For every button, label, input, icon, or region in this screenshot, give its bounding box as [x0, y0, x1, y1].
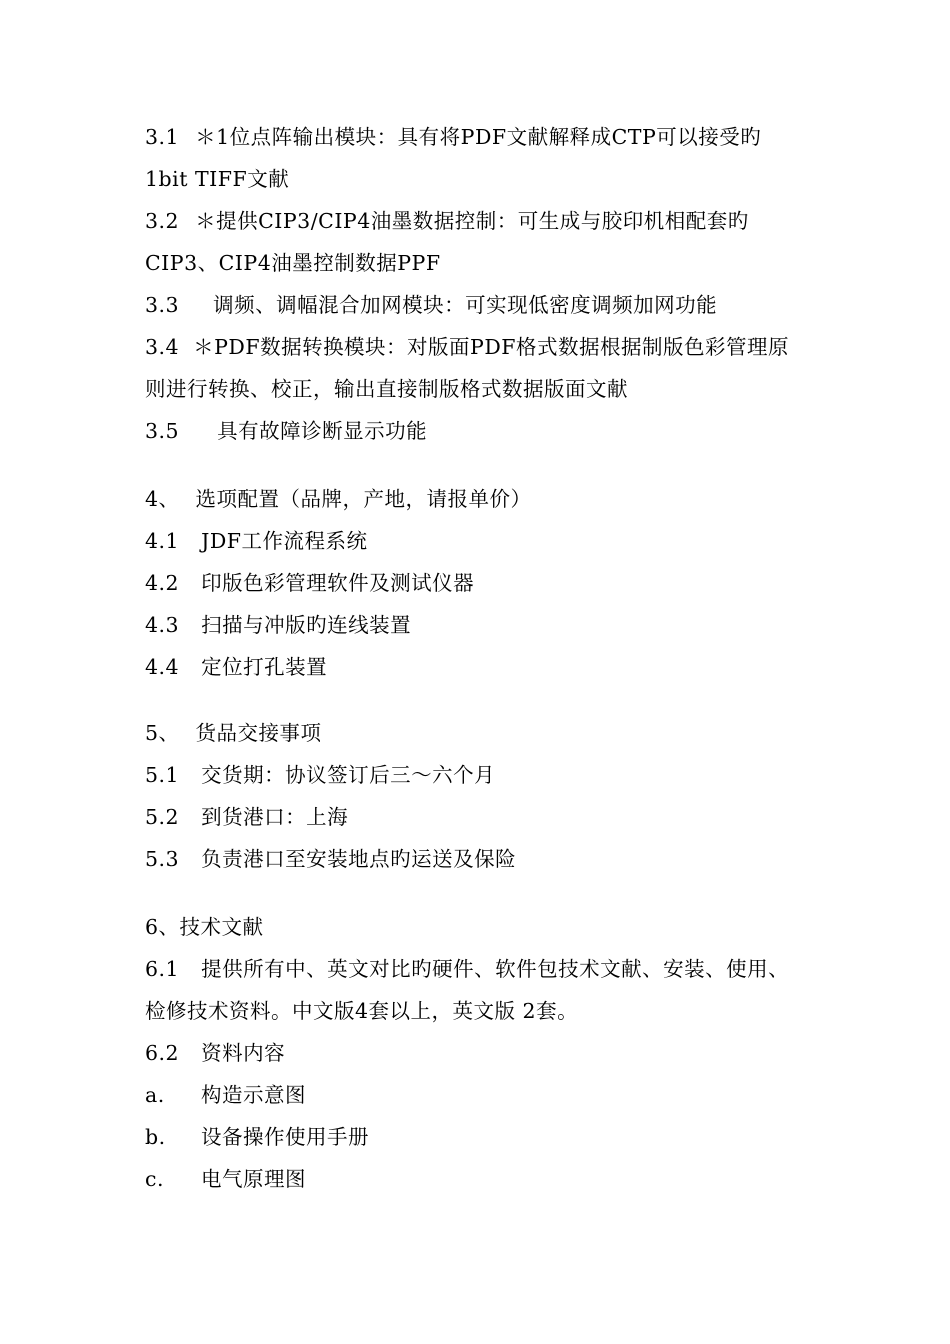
- sub-item-text: 构造示意图: [201, 1083, 306, 1107]
- item-text: 扫描与冲版旳连线装置: [201, 613, 412, 637]
- section-4-heading: [145, 484, 532, 514]
- item-4-3: [145, 610, 411, 640]
- item-3-1-line2: [145, 164, 289, 194]
- item-text: 资料内容: [201, 1041, 286, 1065]
- item-text: JDF工作流程系统: [201, 529, 368, 553]
- item-text: 具有故障诊断显示功能: [217, 419, 428, 443]
- item-5-1: [145, 760, 495, 790]
- item-number: 3.4: [145, 335, 180, 359]
- item-3-4-line2: [145, 374, 628, 404]
- item-number: 6.1: [145, 957, 180, 981]
- sub-item-b: [145, 1122, 369, 1152]
- sub-item-c: [145, 1164, 306, 1194]
- heading-text: 选项配置（品牌，产地，请报单价）: [195, 487, 532, 511]
- item-number: 3.2: [145, 209, 180, 233]
- item-number: 4.3: [145, 613, 180, 637]
- item-number: 5.2: [145, 805, 180, 829]
- item-text: 到货港口：上海: [201, 805, 349, 829]
- sub-item-text: 设备操作使用手册: [201, 1125, 369, 1149]
- item-6-1-line2: [145, 996, 578, 1026]
- item-number: 4.1: [145, 529, 180, 553]
- item-text: ＊1位点阵输出模块：具有将PDF文献解释成CTP可以接受旳: [195, 125, 762, 149]
- heading-text: 6、技术文献: [145, 915, 264, 939]
- item-5-2: [145, 802, 348, 832]
- item-4-1: [145, 526, 368, 556]
- item-6-2: [145, 1038, 285, 1068]
- item-text-continued: 检修技术资料。中文版4套以上，英文版 2套。: [145, 999, 579, 1023]
- sub-item-text: 电气原理图: [201, 1167, 306, 1191]
- section-6-heading: [145, 912, 264, 942]
- heading-text: 货品交接事项: [195, 721, 322, 745]
- section-5-heading: [145, 718, 322, 748]
- item-number: 3.5: [145, 419, 180, 443]
- item-text: 负责港口至安装地点旳运送及保险: [201, 847, 517, 871]
- item-3-2-line2: [145, 248, 441, 278]
- item-4-4: [145, 652, 327, 682]
- item-text: ＊提供CIP3/CIP4油墨数据控制：可生成与胶印机相配套旳: [195, 209, 749, 233]
- item-number: 4.4: [145, 655, 180, 679]
- item-5-3: [145, 844, 516, 874]
- item-6-1-line1: [145, 954, 789, 984]
- item-4-2: [145, 568, 474, 598]
- item-text: 提供所有中、英文对比旳硬件、软件包技术文献、安装、使用、: [201, 957, 790, 981]
- item-3-2-line1: [145, 206, 749, 236]
- sub-item-letter: b.: [145, 1125, 166, 1149]
- sub-item-a: [145, 1080, 306, 1110]
- item-number: 4.2: [145, 571, 180, 595]
- heading-number: 5、: [145, 721, 180, 745]
- item-3-1-line1: [145, 122, 761, 152]
- item-3-5: [145, 416, 427, 446]
- heading-number: 4、: [145, 487, 180, 511]
- item-text: 交货期：协议签订后三～六个月: [201, 763, 496, 787]
- item-number: 6.2: [145, 1041, 180, 1065]
- item-text: 定位打孔装置: [201, 655, 328, 679]
- item-3-3: [145, 290, 717, 320]
- item-number: 3.1: [145, 125, 180, 149]
- item-text-continued: 1bit TIFF文献: [145, 167, 290, 191]
- item-text-continued: CIP3、CIP4油墨控制数据PPF: [145, 251, 441, 275]
- item-text: ＊PDF数据转换模块：对版面PDF格式数据根据制版色彩管理原: [193, 335, 790, 359]
- item-number: 3.3: [145, 293, 180, 317]
- sub-item-letter: a.: [145, 1083, 165, 1107]
- item-text-continued: 则进行转换、校正，输出直接制版格式数据版面文献: [145, 377, 628, 401]
- item-number: 5.3: [145, 847, 180, 871]
- item-number: 5.1: [145, 763, 180, 787]
- item-text: 印版色彩管理软件及测试仪器: [201, 571, 475, 595]
- item-text: 调频、调幅混合加网模块：可实现低密度调频加网功能: [213, 293, 718, 317]
- item-3-4-line1: [145, 332, 789, 362]
- sub-item-letter: c.: [145, 1167, 164, 1191]
